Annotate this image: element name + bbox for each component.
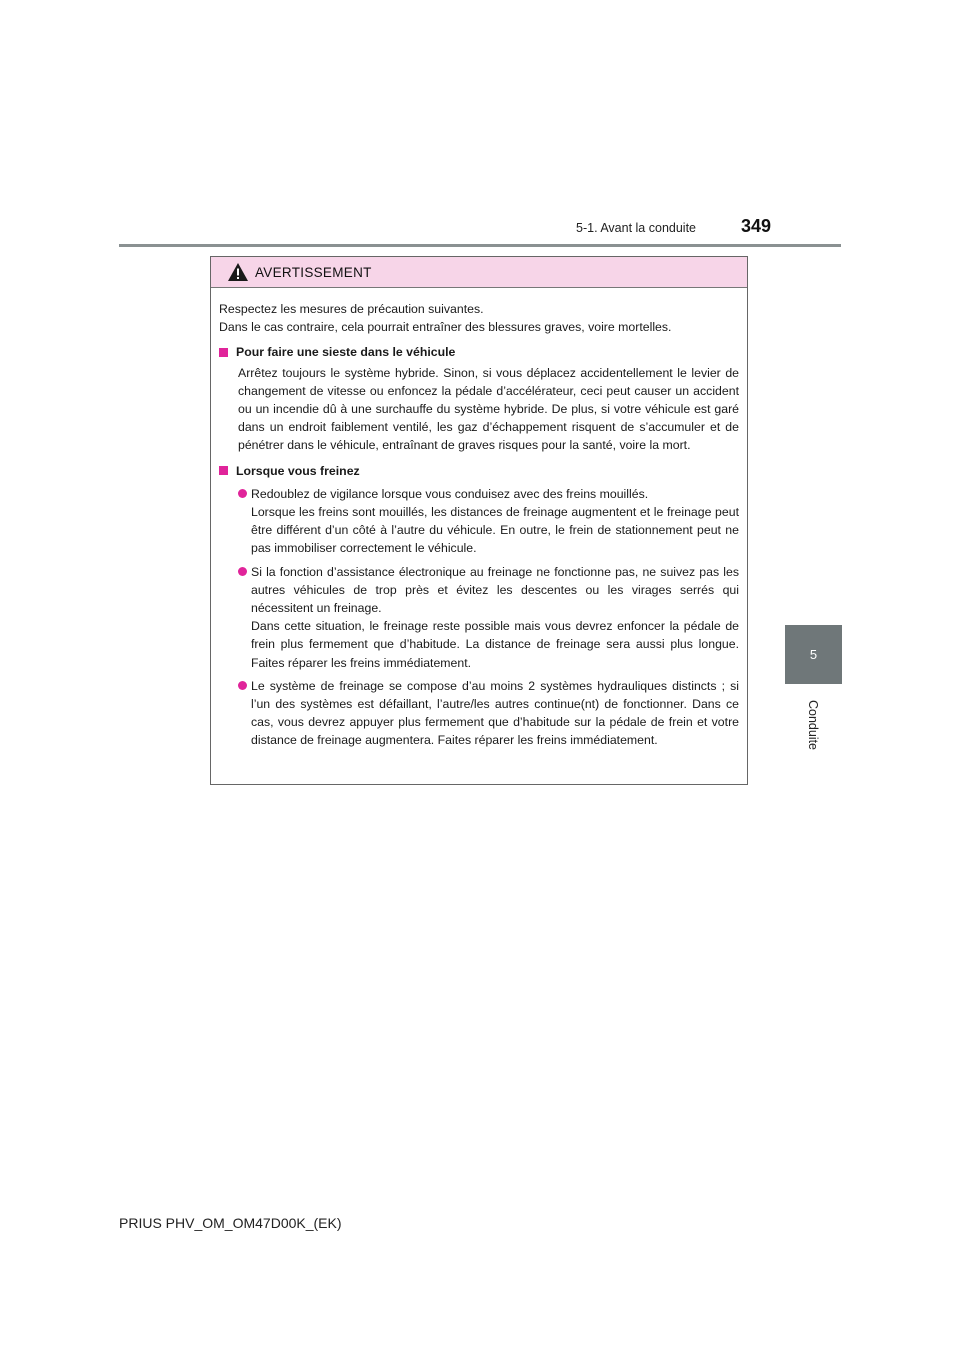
bullet-line: Si la fonction d’assistance électronique au freinage ne fonctionne pas, ne suivez pas les autres véhicules de trop près et évitez les descentes ou les virages serrés qui nécessitent un freinage. [251, 564, 739, 616]
page-number: 349 [741, 216, 772, 236]
document-code: PRIUS PHV_OM_OM47D00K_(EK) [119, 1215, 342, 1231]
chapter-tab [785, 625, 842, 684]
section-nap [219, 343, 739, 454]
warning-body [211, 288, 747, 750]
chapter-number: 5 [809, 647, 818, 662]
section-heading [219, 343, 739, 361]
chapter-label-container [785, 690, 842, 760]
square-bullet-icon [219, 466, 228, 475]
bullet-line: Redoublez de vigilance lorsque vous conduisez avec des freins mouillés. [251, 486, 649, 501]
section-heading-text: Lorsque vous freinez [236, 463, 360, 478]
bullet-line: Lorsque les freins sont mouillés, les distances de freinage augmentent et le freinage peut être différent d’un côté à l’autre du véhicule. En outre, le frein de stationnement peut ne pas immobiliser correctement le véhicule. [251, 505, 739, 556]
bullet-line: Dans cette situation, le freinage reste possible mais vous devrez enfoncer la pédale de frein plus fermement que d’habitude. La distance de freinage sera aussi plus longue. Faites réparer les freins immédiatement. [251, 619, 739, 670]
circle-bullet-icon [238, 567, 247, 576]
square-bullet-icon [219, 348, 228, 357]
warning-header [211, 257, 747, 288]
bullet-item [238, 677, 739, 750]
section-braking [219, 462, 739, 750]
warning-box [210, 256, 748, 785]
circle-bullet-icon [238, 489, 247, 498]
intro-line: Dans le cas contraire, cela pourrait entraîner des blessures graves, voire mortelles. [219, 320, 672, 335]
section-heading [219, 462, 739, 480]
header-divider [119, 244, 841, 247]
intro-line: Respectez les mesures de précaution suivantes. [219, 302, 484, 316]
circle-bullet-icon [238, 681, 247, 690]
bullet-item [238, 563, 739, 672]
section-title: 5-1. Avant la conduite [576, 221, 696, 235]
chapter-label: Conduite [806, 699, 821, 751]
warning-intro [219, 300, 739, 336]
section-paragraph: Arrêtez toujours le système hybride. Sinon, si vous déplacez accidentellement le levier de changement de vitesse ou enfoncez la pédale d’accélérateur, ceci peut causer un accident ou un incendie dû à une surchauffe du système hybride. De plus, si votre véhicule est garé dans un endroit faiblement ventilé, les gaz d’échappement risquent de s’accumuler et de pénétrer dans le véhicule, entraînant de graves risques pour la santé, voire la mort. [238, 365, 739, 453]
bullet-item [238, 485, 739, 558]
section-heading-text: Pour faire une sieste dans le véhicule [236, 345, 456, 360]
warning-triangle-icon [227, 262, 249, 282]
bullet-line: Le système de freinage se compose d’au moins 2 systèmes hydrauliques distincts ; si l’un des systèmes est défaillant, l’autre/les autres continue(nt) de fonctionner. Dans ce cas, vous devrez appuyer plus fermement que d’habitude sur la pédale de frein et votre distance de freinage augmentera. Faites réparer les freins immédiatement. [251, 678, 739, 748]
warning-title: AVERTISSEMENT [255, 264, 372, 280]
